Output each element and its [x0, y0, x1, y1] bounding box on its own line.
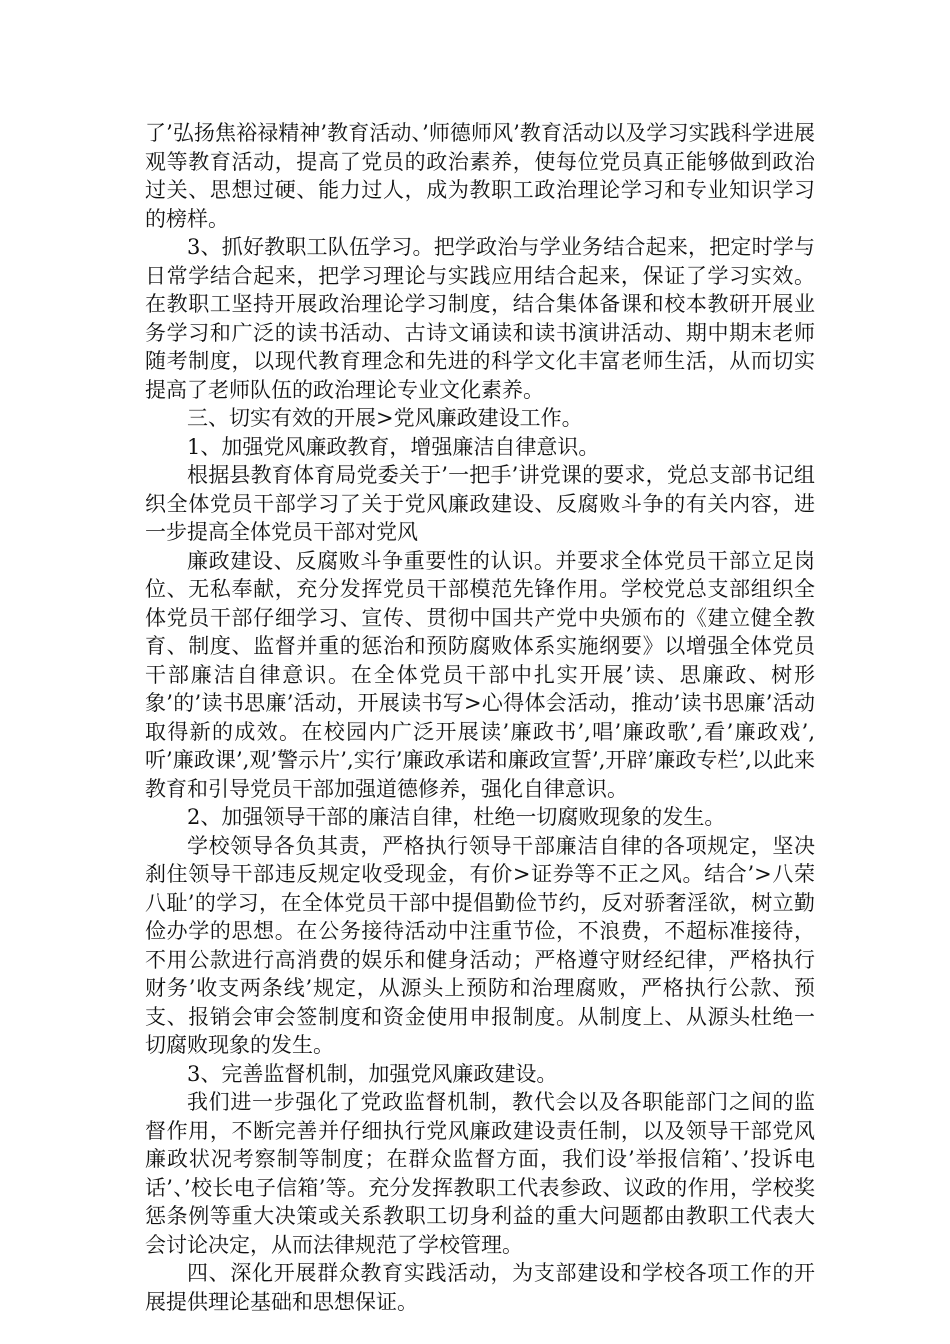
subheading-3-3: 3、完善监督机制，加强党风廉政建设。	[187, 1061, 558, 1086]
paragraph-4: 廉政建设、反腐败斗争重要性的认识。并要求全体党员干部立足岗位、无私奉献，充分发挥党员干部模范先锋作用。学校党总支部组织全体党员干部仔细学习、宣传、贯彻中国共产党中央颁布的《建立健全教育、制度、监督并重的惩治和预防腐败体系实施纲要》以增强全体党员干部廉洁自律意识。在全体党员干部中扎实开展’读、思廉政、树形象’的’读书思廉’活动，开展读书写>心得体会活动，推动’读书思廉’活动取得新的成效。在校园内广泛开展读’廉政书’,唱’廉政歌’,看’廉政戏’,听’廉政课’,观’警示片’,实行’廉政承诺和廉政宣誓’,开辟’廉政专栏’,以此来教育和引导党员干部加强道德修养，强化自律意识。	[145, 548, 815, 801]
paragraph-3: 根据县教育体育局党委关于’一把手’讲党课的要求，党总支部书记组织全体党员干部学习了关于党风廉政建设、反腐败斗争的有关内容，进一步提高全体党员干部对党风	[145, 463, 815, 544]
section-heading-4: 四、深化开展群众教育实践活动，为支部建设和学校各项工作的开展提供理论基础和思想保证。	[145, 1261, 815, 1314]
paragraph-6: 我们进一步强化了党政监督机制，教代会以及各职能部门之间的监督作用，不断完善并仔细执行党风廉政建设责任制，以及领导干部党风廉政状况考察制等制度；在群众监督方面，我们设’举报信箱’、’投诉电话’、’校长电子信箱’等。充分发挥教职工代表参政、议政的作用，学校奖惩条例等重大决策或关系教职工切身利益的重大问题都由教职工代表大会讨论决定，从而法律规范了学校管理。	[145, 1090, 815, 1257]
document-body	[145, 119, 815, 1316]
paragraph-5: 学校领导各负其责，严格执行领导干部廉洁自律的各项规定，坚决刹住领导干部违反规定收受现金，有价>证券等不正之风。结合’>八荣八耻’的学习，在全体党员干部中提倡勤俭节约，反对骄奢淫欲，树立勤俭办学的思想。在公务接待活动中注重节俭，不浪费，不超标准接待，不用公款进行高消费的娱乐和健身活动；严格遵守财经纪律，严格执行财务’收支两条线’规定，从源头上预防和治理腐败，严格执行公款、预支、报销会审会签制度和资金使用申报制度。从制度上、从源头杜绝一切腐败现象的发生。	[145, 833, 815, 1057]
subheading-3-1: 1、加强党风廉政教育，增强廉洁自律意识。	[187, 434, 600, 459]
subheading-3-2: 2、加强领导干部的廉洁自律，杜绝一切腐败现象的发生。	[187, 805, 726, 829]
paragraph-2: 3、抓好教职工队伍学习。把学政治与学业务结合起来，把定时学与日常学结合起来，把学习理论与实践应用结合起来，保证了学习实效。在教职工坚持开展政治理论学习制度，结合集体备课和校本教研开展业务学习和广泛的读书活动、古诗文诵读和读书演讲活动、期中期末老师随考制度，以现代教育理念和先进的科学文化丰富老师生活，从而切实提高了老师队伍的政治理论专业文化素养。	[145, 235, 815, 402]
section-heading-3: 三、切实有效的开展>党风廉政建设工作。	[187, 406, 583, 430]
paragraph-1: 了’弘扬焦裕禄精神’教育活动、’师德师风’教育活动以及学习实践科学进展观等教育活动，提高了党员的政治素养，使每位党员真正能够做到政治过关、思想过硬、能力过人，成为教职工政治理论学习和专业知识学习的榜样。	[145, 121, 815, 231]
